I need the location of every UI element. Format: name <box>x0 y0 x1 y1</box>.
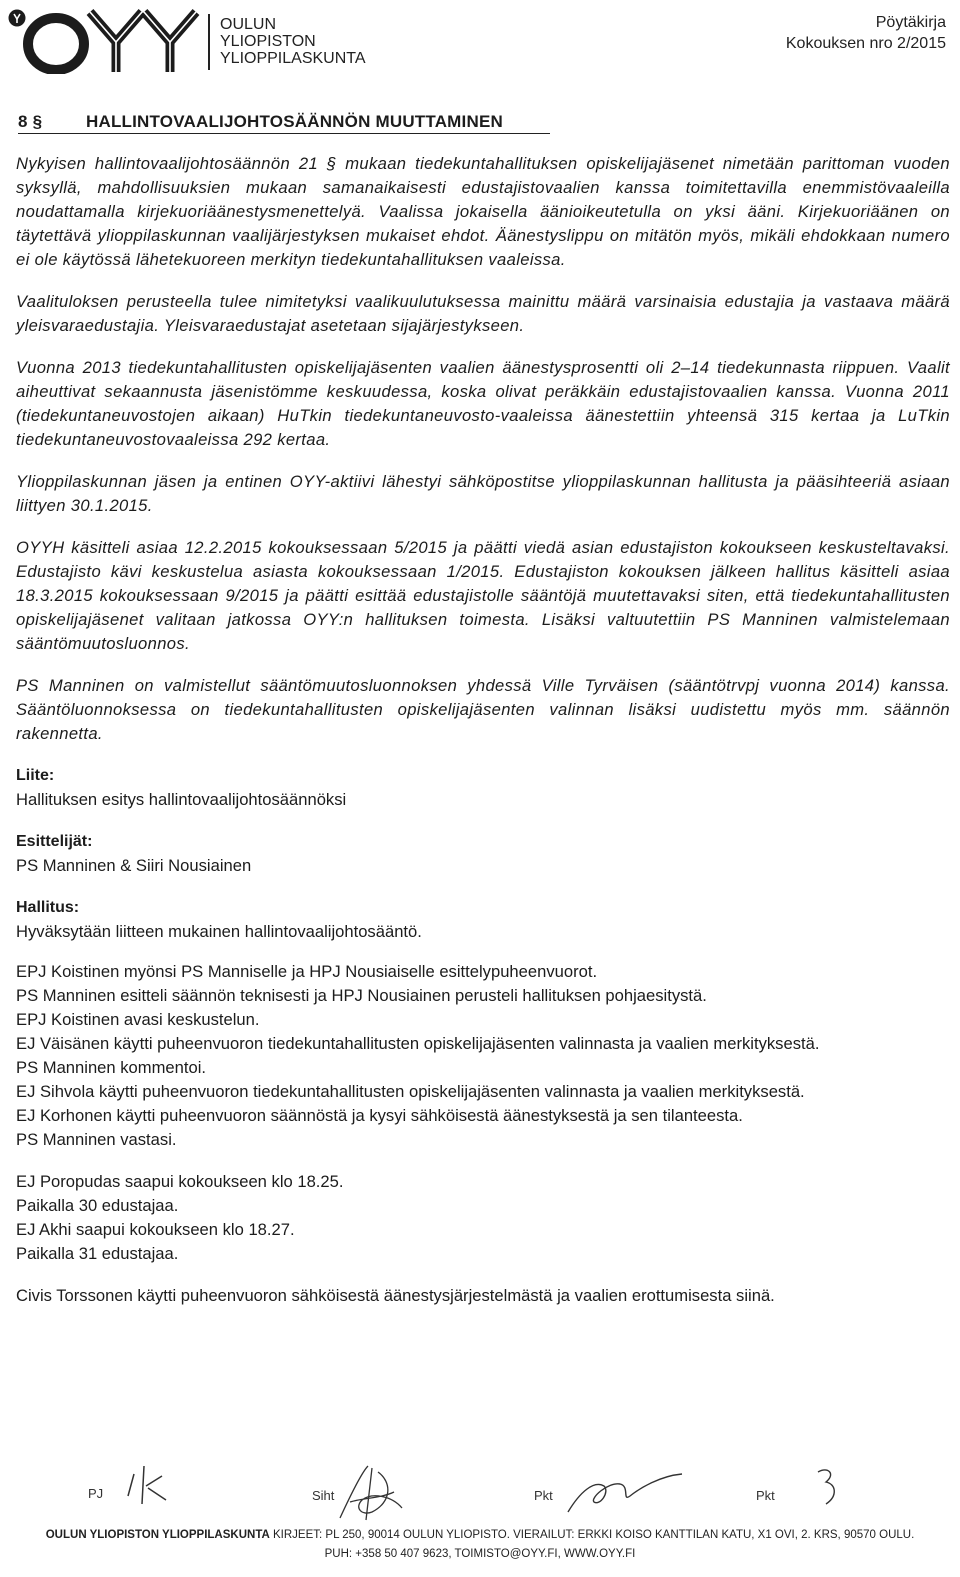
signature-pkt2 <box>812 1466 842 1512</box>
footer-address-line: KIRJEET: PL 250, 90014 OULUN YLIOPISTO. VIERAILUT: ERKKI KOISO KANTTILAN KATU, X1 OVI, 2. KRS, 90570 OULU. <box>273 1529 915 1541</box>
minutes-line: PS Manninen esitteli säännön teknisesti ja HPJ Nousiainen perusteli hallituksen pohjaesitystä. <box>16 986 707 1005</box>
document-type: Pöytäkirja <box>875 14 946 31</box>
document-body <box>16 152 950 1308</box>
section-number: 8 § <box>18 112 43 131</box>
signature-label-pj: PJ <box>88 1486 104 1501</box>
meeting-number: Kokouksen nro 2/2015 <box>785 35 946 52</box>
presenters-value: PS Manninen & Siiri Nousiainen <box>16 856 252 875</box>
paragraph: OYYH käsitteli asiaa 12.2.2015 kokouksessaan 5/2015 ja päätti viedä asian edustajiston kokoukseen keskusteltavaksi. Edustajisto kävi keskustelua asiasta kokouksessaan 1/2015. Edustajiston kokouksen jälkeen hallitus käsitteli asiaa 18.3.2015 kokouksessaan 9/2015 ja päätti esittää edustajistolle sääntöjä muutettavaksi siten, että tiedekuntahallitusten opiskelijajäsenet valitaan jatkossa OYY:n hallituksen toimesta. Lisäksi valtuutettiin PS Manninen valmistelemaan sääntömuutosluonnos. <box>16 538 950 653</box>
signature-label-siht: Siht <box>312 1488 335 1503</box>
footer-org: OULUN YLIOPISTON YLIOPPILASKUNTA <box>45 1529 270 1541</box>
page-footer <box>0 1526 960 1564</box>
signature-pj <box>118 1464 188 1508</box>
minutes-line: Civis Torssonen käytti puheenvuoron sähköisestä äänestysjärjestelmästä ja vaalien erottumisesta siinä. <box>16 1286 775 1305</box>
footer-address <box>0 1526 960 1545</box>
header-divider <box>208 14 210 70</box>
paragraph: PS Manninen on valmistellut sääntömuutosluonnoksen yhdessä Ville Tyrväisen (sääntötrvpj vuonna 2014) kanssa. Sääntöluonnoksessa on tiedekuntahallitusten opiskelijajäsenten valinnan lisäksi uudistettu myös mm. säännön rakennetta. <box>16 676 950 743</box>
attachment-label: Liite: <box>16 767 55 784</box>
minutes-line: EJ Akhi saapui kokoukseen klo 18.27. <box>16 1220 295 1239</box>
footer-contact-line: PUH: +358 50 407 9623, TOIMISTO@OYY.FI, WWW.OYY.FI <box>324 1548 636 1560</box>
signature-label-pkt: Pkt <box>534 1488 553 1503</box>
section-heading <box>18 112 550 134</box>
paragraph: Vaalituloksen perusteella tulee nimitetyksi vaalikuulutuksessa mainittu määrä varsinaisia edustajia ja vastaava määrä yleisvaraedustajia. Yleisvaraedustajat asetetaan sijajärjestykseen. <box>16 292 950 335</box>
org-line: OULUN <box>220 16 277 33</box>
signature-siht <box>332 1462 412 1526</box>
minutes-line: EPJ Koistinen avasi keskustelun. <box>16 1010 260 1029</box>
minutes-line: PS Manninen vastasi. <box>16 1130 177 1149</box>
paragraph: Vuonna 2013 tiedekuntahallitusten opiskelijajäsenten vaalien äänestysprosentti oli 2–14 tiedekunnasta riippuen. Vaalit aiheuttivat sekaannusta jäsenistömme keskuudessa, koska olivat peräkkäin edustajistovaalien kanssa. Vuonna 2011 (tiedekuntaneuvostojen aikaan) HuTkin tiedekuntaneuvosto-vaaleissa äänestettiin yhteensä 315 kertaa ja LuTkin tiedekuntaneuvostovaaleissa 292 kertaa. <box>16 358 950 449</box>
minutes-line: EJ Väisänen käytti puheenvuoron tiedekuntahallitusten opiskelijajäsenten valinnasta ja vaalien merkityksestä. <box>16 1034 820 1053</box>
letterhead <box>0 0 960 90</box>
document-meta <box>786 12 946 54</box>
org-name <box>220 16 366 67</box>
section-title: HALLINTOVAALIJOHTOSÄÄNNÖN MUUTTAMINEN <box>86 112 503 131</box>
attachment-value: Hallituksen esitys hallintovaalijohtosäännöksi <box>16 790 347 809</box>
signature-pkt1 <box>560 1462 690 1522</box>
board-label: Hallitus: <box>16 899 80 916</box>
minutes-line: EJ Poropudas saapui kokoukseen klo 18.25. <box>16 1172 344 1191</box>
minutes-line: PS Manninen kommentoi. <box>16 1058 207 1077</box>
minutes-line: EJ Sihvola käytti puheenvuoron tiedekuntahallitusten opiskelijajäsenten valinnasta ja vaalien merkityksestä. <box>16 1082 805 1101</box>
paragraph: Ylioppilaskunnan jäsen ja entinen OYY-aktiivi lähestyi sähköpostitse ylioppilaskunnan hallitusta ja pääsihteeriä asiaan liittyen 30.1.2015. <box>16 472 950 515</box>
board-proposal: Hyväksytään liitteen mukainen hallintovaalijohtosääntö. <box>16 922 422 941</box>
presenters-label: Esittelijät: <box>16 833 93 850</box>
minutes-line: EJ Korhonen käytti puheenvuoron säännöstä ja kysyi sähköisestä äänestyksestä ja sen tilanteesta. <box>16 1106 743 1125</box>
minutes-line: Paikalla 31 edustajaa. <box>16 1244 179 1263</box>
minutes-line: EPJ Koistinen myönsi PS Manniselle ja HPJ Nousiaiselle esittelypuheenvuorot. <box>16 962 598 981</box>
signature-label-pkt: Pkt <box>756 1488 775 1503</box>
org-line: YLIOPISTON <box>220 33 316 50</box>
oyy-logo <box>8 6 204 74</box>
minutes-line: Paikalla 30 edustajaa. <box>16 1196 179 1215</box>
org-line: YLIOPPILASKUNTA <box>220 50 366 67</box>
paragraph: Nykyisen hallintovaalijohtosäännön 21 § mukaan tiedekuntahallituksen opiskelijajäsenet nimetään parittoman vuoden syksyllä, mahdollisuuksien mukaan samanaikaisesti edustajistovaalien kanssa toimitettavilla enemmistövaaleilla noudattamalla kirjekuoriäänestysmenettelyä. Vaalissa jokaisella äänioikeutetulla on yksi ääni. Kirjekuoriäänen on täytettävä ylioppilaskunnan vaalijärjestyksen mukaiset ehdot. Äänestyslippu on mitätön myös, mikäli ehdokkaan numero ei ole käytössä lähetekuoreen merkityn tiedekuntahallituksen vaaleissa. <box>16 154 950 269</box>
